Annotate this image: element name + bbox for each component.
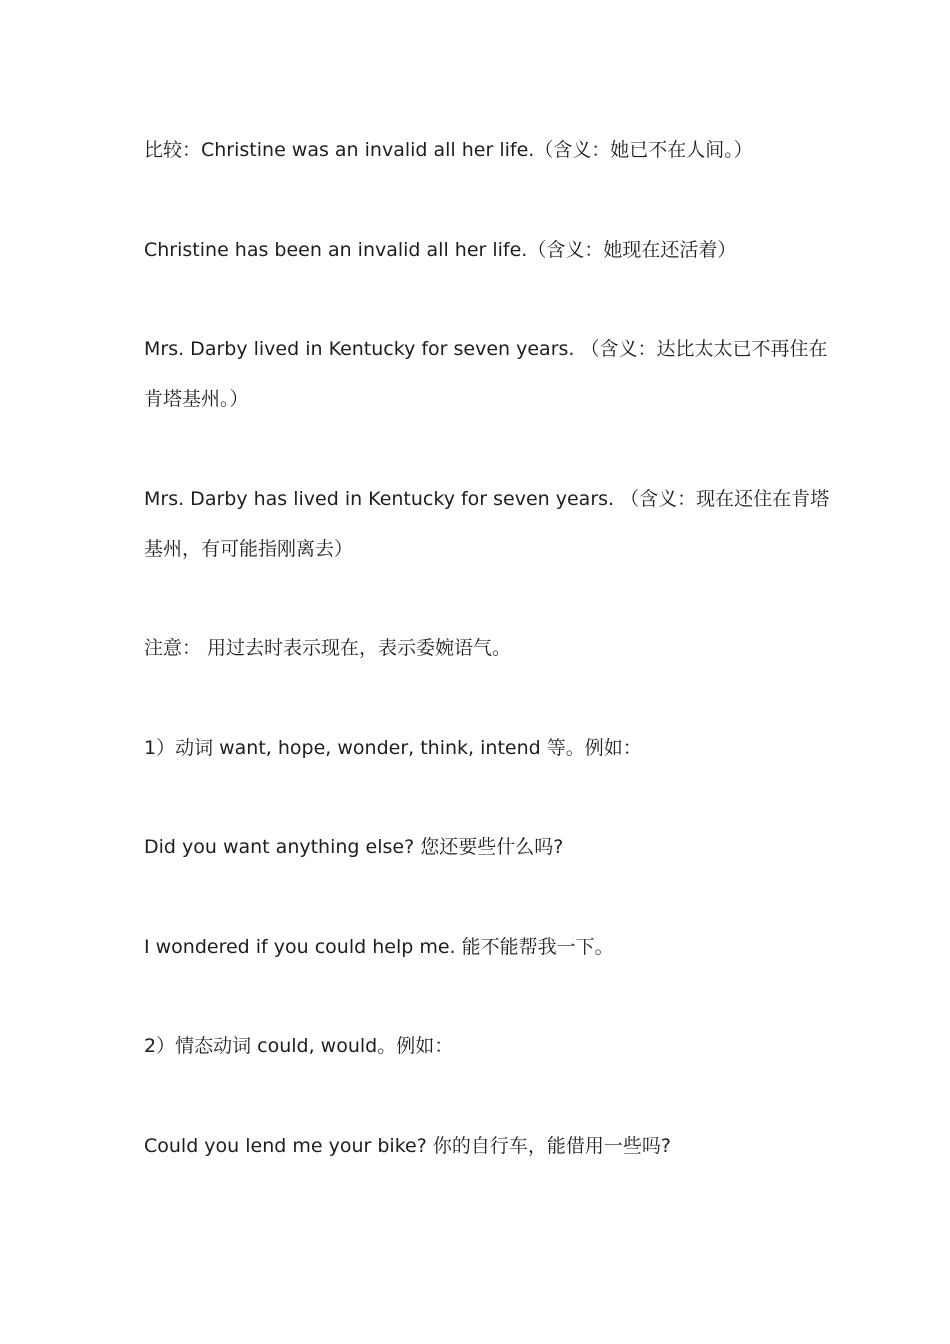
example-2: I wondered if you could help me. 能不能帮我一下。 bbox=[144, 936, 614, 958]
comparison-line-4: Mrs. Darby has lived in Kentucky for seven years. （含义：现在还住在肯塔 bbox=[144, 488, 830, 510]
point-2-modal-verbs: 2）情态动词 could, would。例如： bbox=[144, 1035, 454, 1057]
comparison-line-3-continued: 肯塔基州。） bbox=[144, 388, 249, 410]
point-1-verbs: 1）动词 want, hope, wonder, think, intend 等。例如： bbox=[144, 737, 642, 759]
comparison-line-4-continued: 基州，有可能指刚离去） bbox=[144, 538, 354, 560]
note-heading: 注意： 用过去时表示现在，表示委婉语气。 bbox=[144, 637, 512, 659]
example-3: Could you lend me your bike? 你的自行车，能借用一些吗? bbox=[144, 1135, 671, 1157]
example-1: Did you want anything else? 您还要些什么吗? bbox=[144, 836, 564, 858]
comparison-line-3: Mrs. Darby lived in Kentucky for seven years. （含义：达比太太已不再住在 bbox=[144, 338, 828, 360]
comparison-line-1: 比较：Christine was an invalid all her life.（含义：她已不在人间。） bbox=[144, 139, 753, 161]
comparison-line-2: Christine has been an invalid all her life.（含义：她现在还活着） bbox=[144, 239, 737, 261]
